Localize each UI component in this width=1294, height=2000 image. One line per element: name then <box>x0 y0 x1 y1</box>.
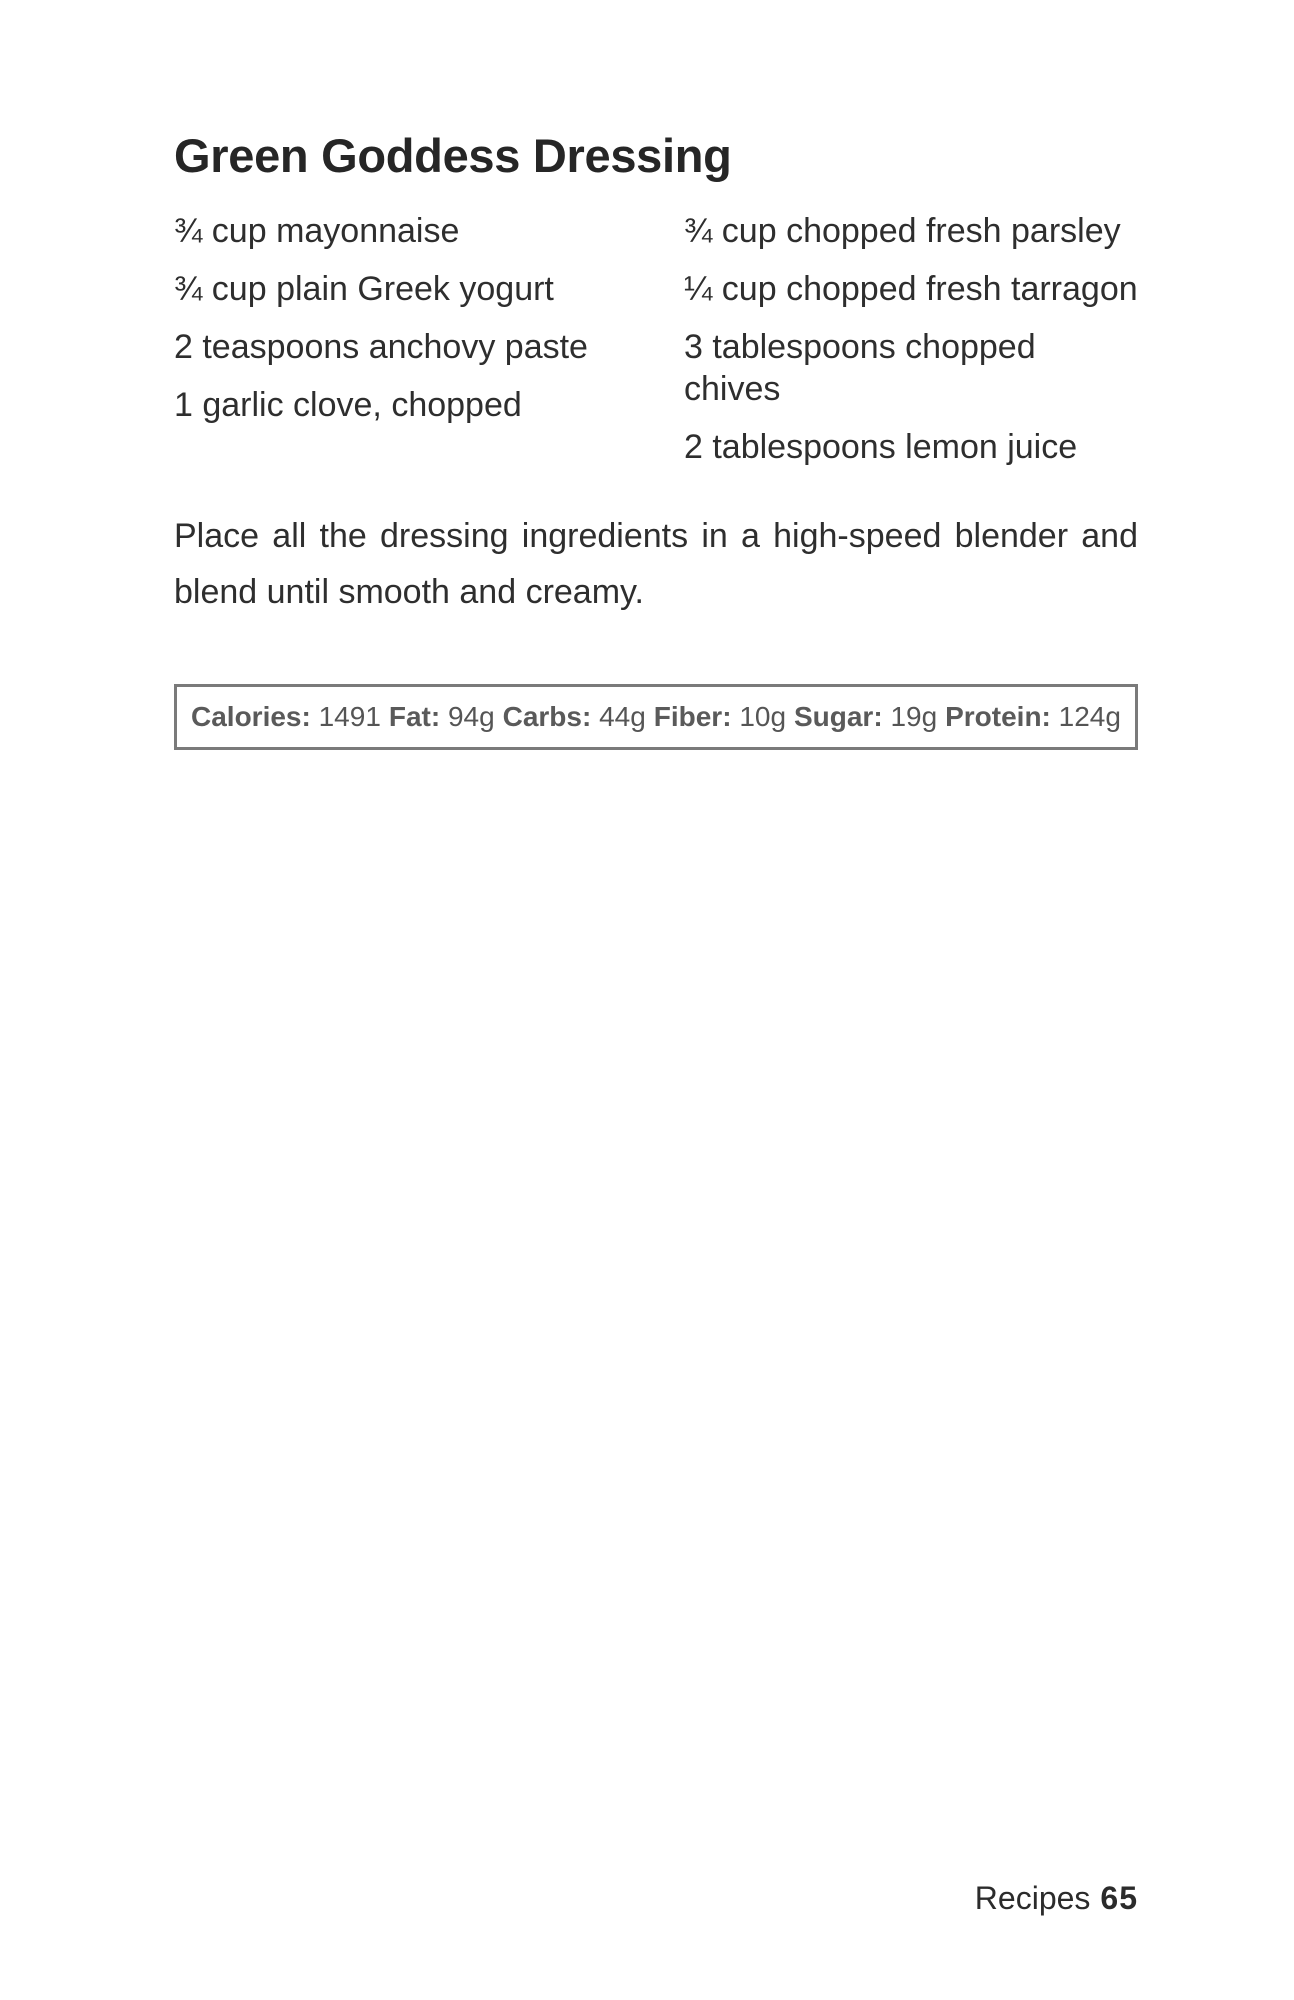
ingredient-item: 1 garlic clove, chopped <box>174 386 522 424</box>
recipe-title: Green Goddess Dressing <box>174 129 732 182</box>
page-number: 65 <box>1100 1880 1138 1916</box>
ingredient-item: ¼ cup chopped fresh tarragon <box>684 270 1138 308</box>
nutrient-value: 94g <box>447 701 495 732</box>
nutrient-value: 124g <box>1058 701 1121 732</box>
nutrient-value: 10g <box>739 701 787 732</box>
ingredient-item: ¾ cup plain Greek yogurt <box>174 270 554 308</box>
nutrient-label: Protein: <box>945 701 1051 732</box>
ingredients-column-right <box>684 210 1138 484</box>
nutrient-label: Fiber: <box>653 701 732 732</box>
ingredient-item: ¾ cup mayonnaise <box>174 212 460 250</box>
ingredient-item: 3 tablespoons chopped chives <box>684 328 1036 408</box>
nutrient-value: 1491 <box>318 701 381 732</box>
footer-section-label: Recipes <box>974 1880 1091 1916</box>
nutrient-sugar <box>794 701 937 733</box>
ingredient-item: 2 teaspoons anchovy paste <box>174 328 588 366</box>
nutrient-label: Calories: <box>191 701 311 732</box>
nutrient-label: Sugar: <box>793 701 883 732</box>
nutrient-fiber <box>654 701 786 733</box>
ingredient-item: 2 tablespoons lemon juice <box>684 428 1078 466</box>
nutrition-box <box>174 684 1138 750</box>
nutrient-protein <box>945 701 1121 733</box>
ingredients-list <box>174 210 1138 484</box>
ingredients-column-left <box>174 210 684 484</box>
nutrient-label: Carbs: <box>502 701 592 732</box>
nutrient-value: 44g <box>599 701 646 732</box>
page-footer <box>975 1880 1138 1917</box>
nutrient-value: 19g <box>890 701 938 732</box>
nutrient-calories <box>191 701 381 733</box>
recipe-instructions: Place all the dressing ingredients in a high-speed blender and blend until smooth and creamy. <box>174 517 1138 611</box>
nutrient-fat <box>389 701 495 733</box>
nutrient-carbs <box>503 701 646 733</box>
nutrient-label: Fat: <box>388 701 441 732</box>
ingredient-item: ¾ cup chopped fresh parsley <box>684 212 1121 250</box>
recipe-page <box>174 0 1138 2000</box>
